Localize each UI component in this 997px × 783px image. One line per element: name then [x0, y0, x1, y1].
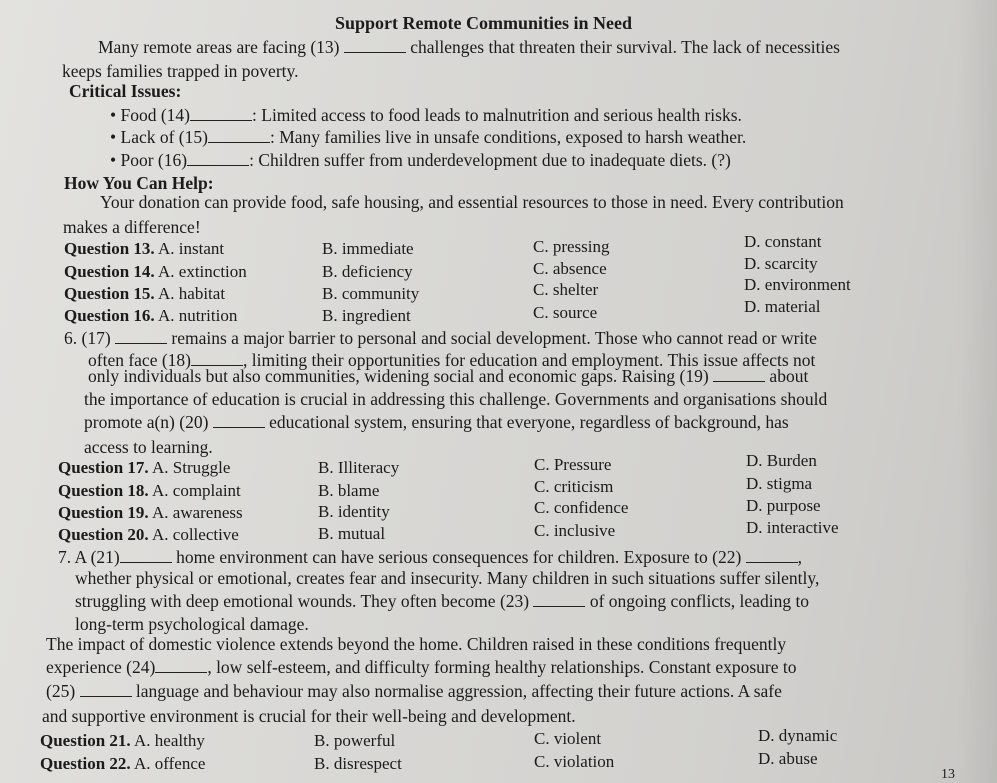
option-a[interactable]: A. offence [134, 754, 206, 773]
option-c[interactable]: C. Pressure [534, 455, 612, 474]
option-a[interactable]: A. habitat [158, 284, 226, 303]
blank-25[interactable] [80, 682, 132, 697]
passage-text: remains a major barrier to personal and social development. Those who cannot read or write [171, 328, 817, 348]
blank-14[interactable] [190, 106, 252, 121]
question-row [40, 754, 205, 774]
question-label: Question 22. [40, 754, 131, 773]
option-b[interactable]: B. blame [318, 481, 380, 500]
passage7-line-8: and supportive environment is crucial for their well-being and development. [42, 706, 576, 726]
question-label: Question 16. [64, 306, 155, 325]
option-d[interactable]: D. constant [744, 232, 822, 251]
question-row [64, 306, 237, 326]
question-label: Question 14. [64, 262, 155, 281]
passage-text: of ongoing conflicts, leading to [589, 591, 810, 611]
question-label: Question 18. [58, 481, 149, 500]
question-label: Question 20. [58, 525, 149, 544]
critical-item-label: • Poor (16) [110, 150, 188, 170]
question-label: Question 15. [64, 284, 155, 303]
option-b[interactable]: B. immediate [322, 239, 414, 258]
intro-line-2: keeps families trapped in poverty. [62, 61, 299, 81]
passage6-line-6: access to learning. [84, 437, 213, 457]
passage6-line-4: the importance of education is crucial in addressing this challenge. Governments and organisations should [84, 389, 828, 409]
option-b[interactable]: B. Illiteracy [318, 458, 400, 477]
critical-item-text: : Children suffer from underdevelopment due to inadequate diets. (?) [249, 150, 731, 170]
passage-text: only individuals but also communities, widening social and economic gaps. Raising (19) [88, 366, 709, 386]
option-b[interactable]: B. community [322, 284, 420, 303]
passage7-line-2: whether physical or emotional, creates fear and insecurity. Many children in such situations suffer silently, [75, 568, 820, 588]
option-b[interactable]: B. powerful [314, 731, 396, 750]
question-row [64, 239, 224, 259]
question-row [58, 481, 241, 501]
option-d[interactable]: D. Burden [746, 451, 817, 470]
blank-19[interactable] [713, 367, 765, 382]
option-b[interactable]: B. ingredient [322, 306, 411, 325]
question-row [64, 262, 247, 282]
option-a[interactable]: A. nutrition [158, 306, 238, 325]
question-row [64, 284, 225, 304]
question-row [58, 503, 243, 523]
question-label: Question 21. [40, 731, 131, 750]
passage-text: , [797, 547, 803, 567]
option-d[interactable]: D. stigma [746, 474, 813, 493]
critical-item-text: : Many families live in unsafe conditions, exposed to harsh weather. [269, 127, 747, 147]
option-b[interactable]: B. identity [318, 502, 390, 521]
question-label: Question 13. [64, 239, 155, 258]
option-d[interactable]: D. dynamic [758, 726, 838, 745]
question-label: Question 19. [58, 503, 149, 522]
passage6-line-1 [64, 328, 817, 349]
passage7-line-1 [58, 547, 802, 568]
blank-17[interactable] [115, 329, 167, 344]
option-a[interactable]: A. awareness [152, 503, 243, 522]
critical-heading: Critical Issues: [69, 81, 182, 101]
blank-13[interactable] [344, 38, 406, 53]
passage-text: educational system, ensuring that everyone, regardless of background, has [269, 412, 789, 432]
option-d[interactable]: D. purpose [746, 496, 821, 515]
question-label: Question 17. [58, 458, 149, 477]
question-row [58, 458, 230, 478]
option-a[interactable]: A. collective [152, 525, 239, 544]
critical-item [110, 105, 742, 126]
passage7-line-3 [75, 591, 809, 612]
option-a[interactable]: A. healthy [134, 731, 205, 750]
passage7-line-7 [46, 681, 782, 702]
option-d[interactable]: D. abuse [758, 749, 818, 768]
option-d[interactable]: D. scarcity [744, 254, 818, 273]
page-title: Support Remote Communities in Need [335, 13, 632, 33]
critical-item [110, 150, 731, 171]
passage-text: 7. A (21) [58, 547, 120, 567]
option-c[interactable]: C. inclusive [534, 521, 616, 540]
blank-20[interactable] [213, 413, 265, 428]
passage-text: (25) [46, 681, 76, 701]
option-c[interactable]: C. shelter [533, 280, 599, 299]
intro-text-b: challenges that threaten their survival. The lack of necessities [410, 37, 840, 57]
passage-text: promote a(n) (20) [84, 412, 209, 432]
option-d[interactable]: D. environment [744, 275, 851, 294]
blank-23[interactable] [533, 592, 585, 607]
blank-15[interactable] [208, 128, 270, 143]
passage7-line-5: The impact of domestic violence extends beyond the home. Children raised in these conditions frequently [46, 634, 787, 654]
option-d[interactable]: D. material [744, 297, 821, 316]
passage-text: struggling with deep emotional wounds. They often become (23) [75, 591, 530, 611]
blank-21[interactable] [120, 548, 172, 563]
help-line-2: makes a difference! [63, 217, 201, 237]
option-a[interactable]: A. Struggle [152, 458, 231, 477]
option-c[interactable]: C. violent [534, 729, 602, 748]
question-row [58, 525, 239, 545]
option-c[interactable]: C. criticism [534, 477, 614, 496]
option-a[interactable]: A. instant [158, 239, 225, 258]
blank-16[interactable] [187, 151, 249, 166]
passage-text: about [769, 366, 809, 386]
passage7-line-6 [46, 657, 797, 678]
passage-text: home environment can have serious consequences for children. Exposure to (22) [176, 547, 742, 567]
critical-item-text: : Limited access to food leads to malnutrition and serious health risks. [252, 105, 742, 125]
passage6-line-3 [88, 366, 808, 387]
option-b[interactable]: B. mutual [318, 524, 386, 543]
option-b[interactable]: B. deficiency [322, 262, 413, 281]
intro-line-1 [98, 37, 840, 58]
option-c[interactable]: C. violation [534, 752, 615, 771]
critical-item-label: • Food (14) [110, 105, 191, 125]
option-c[interactable]: C. confidence [534, 498, 629, 517]
option-a[interactable]: A. complaint [152, 481, 241, 500]
passage-text: , limiting their opportunities for education and employment. This issue affects not [243, 350, 816, 370]
passage-text: language and behaviour may also normalise aggression, affecting their future actions. A safe [135, 681, 782, 701]
intro-text-a: Many remote areas are facing (13) [98, 37, 340, 57]
blank-24[interactable] [155, 658, 207, 673]
page-number: 13 [941, 767, 955, 782]
blank-22[interactable] [746, 548, 798, 563]
passage7-line-4: long-term psychological damage. [75, 614, 309, 634]
option-c[interactable]: C. source [533, 303, 598, 322]
question-row [40, 731, 205, 751]
passage-text: 6. (17) [64, 328, 111, 348]
blank-18[interactable] [191, 351, 243, 366]
critical-item [110, 127, 746, 148]
option-a[interactable]: A. extinction [158, 262, 247, 281]
critical-item-label: • Lack of (15) [110, 127, 208, 147]
passage-text: experience (24) [46, 657, 156, 677]
page-edge-shadow [957, 0, 997, 783]
help-heading: How You Can Help: [64, 173, 214, 193]
option-d[interactable]: D. interactive [746, 518, 839, 537]
option-b[interactable]: B. disrespect [314, 754, 402, 773]
option-c[interactable]: C. pressing [533, 237, 610, 256]
help-line-1: Your donation can provide food, safe housing, and essential resources to those in need. Every contribution [100, 192, 844, 212]
passage-text: , low self-esteem, and difficulty forming healthy relationships. Constant exposure to [207, 657, 797, 677]
option-c[interactable]: C. absence [533, 259, 607, 278]
passage6-line-5 [84, 412, 789, 433]
passage-text: often face (18) [88, 350, 191, 370]
